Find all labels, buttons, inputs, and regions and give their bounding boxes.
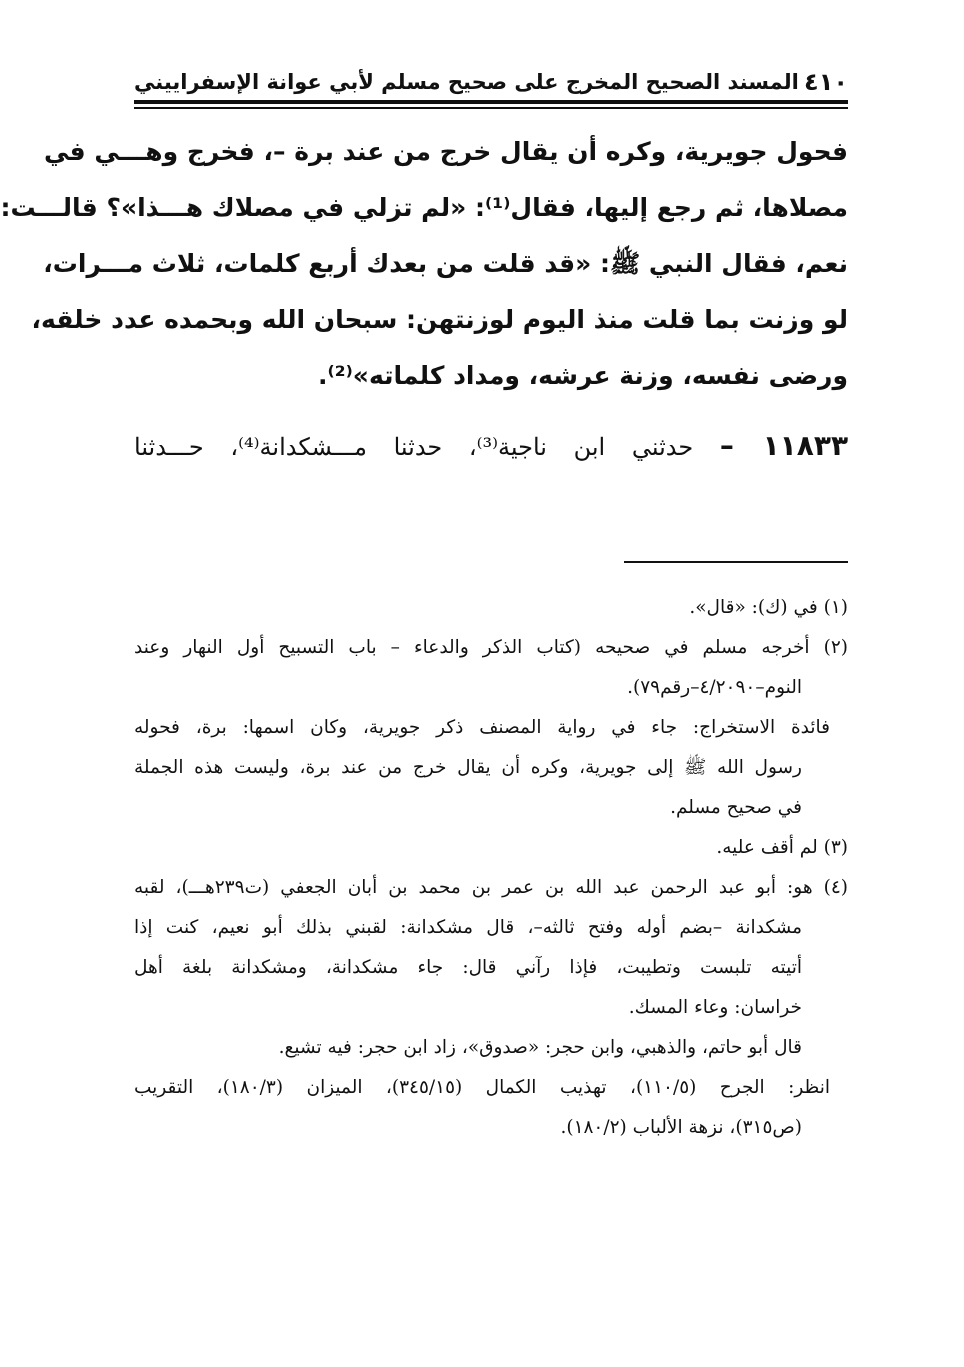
footnote-line: (٤) هو: أبو عبد الرحمن عبد الله بن عمر بن محمد بن أبان الجعفي (ت٢٣٩هـــ)، لقبه [134,877,848,898]
footnote-line: النوم–٤/٢٠٩٠–رقم٧٩). [627,677,802,698]
header-rule-thick [134,100,848,104]
footnote-line: (١) في (ك): «قال». [689,597,848,618]
header-rule-thin [134,107,848,109]
footnote-line: فائدة الاستخراج: جاء في رواية المصنف ذكر جويرية، وكان اسمها: برة، فحوله [134,717,830,738]
footnote-line: في صحيح مسلم. [670,797,802,818]
footnote-line: رسول الله ﷺ إلى جويرية، وكره أن يقال خرج من عند برة، وليست هذه الجملة [134,757,802,778]
footnote-line: (٣) لم أقف عليه. [716,837,848,858]
main-text-line: مصلاها، ثم رجع إليها، فقال⁽¹⁾: «لم تزلي في مصلاك هـــذا»؟ قالـــت: [0,193,848,222]
main-text-line: ورضى نفسه، وزنة عرشه، ومداد كلماته»⁽²⁾. [317,361,848,390]
page-number: ٤١٠ [804,68,848,96]
book-title: المسند الصحيح المخرج على صحيح مسلم لأبي عوانة الإسفراييني [134,70,799,94]
footnote-separator [624,561,848,563]
footnote-line: (٢) أخرجه مسلم في صحيحه (كتاب الذكر والدعاء – باب التسبيح أول النهار وعند [134,637,848,658]
main-text [0,124,848,404]
main-text-line: فحول جويرية، وكره أن يقال خرج من عند برة –، فخرج وهـــي في [43,137,848,166]
main-text-line: نعم، فقال النبي ﷺ: «قد قلت من بعدك أربع كلمات، ثلاث مـــرات، [43,249,848,278]
hadith-number: ١١٨٣٣ – [719,429,849,462]
footnotes [134,588,848,1148]
footnote-line: انظر: الجرح (١١٠/٥)، تهذيب الكمال (٣٤٥/١٥)، الميزان (١٨٠/٣)، التقريب [134,1077,830,1098]
main-text-line: لو وزنت بما قلت منذ اليوم لوزنتهن: سبحان الله وبحمده عدد خلقه، [31,305,848,334]
running-header [134,66,848,98]
hadith-line [134,418,848,475]
hadith-text: حدثني ابن ناجية⁽³⁾، حدثنا مـــشكدانة⁽⁴⁾، حـــدثنا [134,433,694,461]
footnote-line: خراسان: وعاء المسك. [628,997,802,1018]
footnote-line: أتيته تلبست وتطيبت، فإذا رآني قال: جاء مشكدانة، ومشكدانة بلغة أهل [134,957,802,978]
footnote-line: مشكدانة –بضم أوله وفتح ثالثه–، قال مشكدانة: لقبني بذلك أبو نعيم، كنت إذا [134,917,802,938]
footnote-line: قال أبو حاتم، والذهبي، وابن حجر: «صدوق»، زاد ابن حجر: فيه تشيع. [278,1037,802,1058]
footnote-line: (ص٣١٥)، نزهة الألباب (١٨٠/٢). [560,1117,802,1138]
